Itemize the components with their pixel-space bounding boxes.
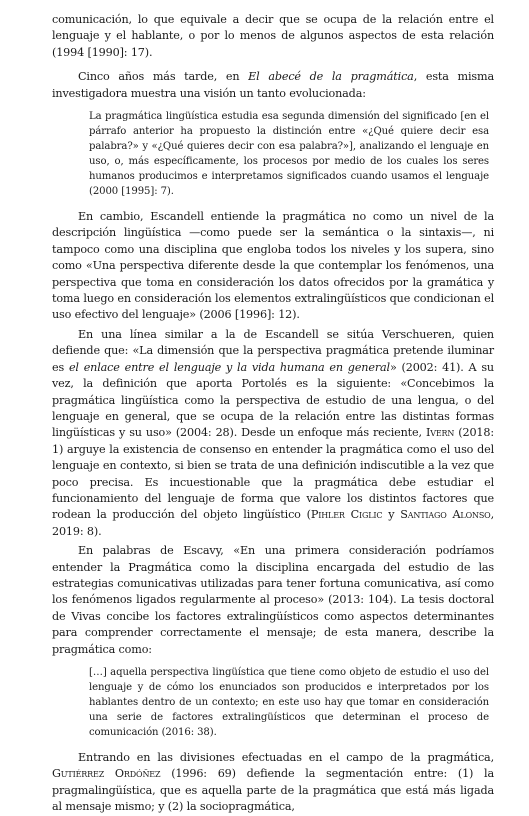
paragraph-text: En palabras de Escavy, «En una primera consideración podríamos entender la Pragmática como la disciplina encargada del estudio de las estrategias comunicativas utilizadas para tener fortuna comunicativa, así como los fenómenos ligados regularmente al proceso» (2013: 104). La tesis doctoral de Vivas concibe los factores extralingüísticos como aspectos determinantes para comprender correctamente el mensaje; de esta manera, describe la pragmática como: <box>52 544 494 656</box>
quote-italic: el enlace entre el lenguaje y la vida humana en general <box>68 360 390 374</box>
paragraph-text: En una línea similar a la de Escandell se sitúa Verschueren, quien defiende que: «La dimensión que la perspectiva pragmática pretende iluminar es <box>52 327 494 374</box>
paragraph-abece <box>0 69 529 102</box>
paragraph-text: comunicación, lo que equivale a decir que se ocupa de la relación entre el lenguaje y el hablante, o por lo menos de algunos aspectos de esta relación (1994 [1990]: 17). <box>52 13 494 59</box>
paragraph-text: (1996: 69) defiende la segmentación entre: (1) la pragmalingüística, que es aquella parte de la pragmática que está más ligada al mensaje mismo; y (2) la sociopragmática, <box>52 767 494 814</box>
quote-text: La pragmática lingüística estudia esa segunda dimensión del significado [en el párrafo anterior ha propuesto la distinción entre «¿Qué quiere decir esa palabra?» y «¿Qué quieres decir con esa palabra?»], analizando el lenguaje en uso, o, más específicamente, los procesos por medio de los cuales los seres humanos producimos e interpretamos significados cuando usamos el lenguaje (2000 [1995]: 7). <box>89 111 489 198</box>
block-quote-escandell <box>0 109 529 199</box>
paragraph-escandell <box>0 209 529 324</box>
paragraph-text: , 2019: 8). <box>52 508 495 538</box>
paragraph-verschueren <box>0 327 529 540</box>
paragraph-text: , esta misma investigadora muestra una visión un tanto evolucionada: <box>52 70 494 100</box>
paragraph-text: Cinco años más tarde, en <box>78 70 249 84</box>
book-title: El abecé de la pragmática <box>248 70 414 84</box>
paragraph-continuation <box>0 12 529 61</box>
paragraph-text: (2018: 1) arguye la existencia de consenso en entender la pragmática como el uso del lenguaje en contexto, si bien se trata de una definición indiscutible a la vez que poco precisa. Es incuestionable que la pragmática debe estudiar el funcionamiento del lenguaje de forma que valore los distintos factores que rodean la producción del objeto lingüístico ( <box>52 426 494 522</box>
quote-text: […] aquella perspectiva lingüística que tiene como objeto de estudio el uso del lenguaje y de cómo los enunciados son producidos e interpretados por los hablantes dentro de un contexto; en este uso hay que tomar en consideración una serie de factores extralingüísticos que determinan el proceso de comunicación (2016: 38). <box>89 667 489 738</box>
paragraph-escavy <box>0 543 529 658</box>
paragraph-text: Entrando en las divisiones efectuadas en el campo de la pragmática, <box>78 751 494 764</box>
author-name: Gutiérrez Ordóñez <box>52 767 161 781</box>
author-name: Ivern <box>425 426 455 440</box>
paragraph-text: » (2002: 41). A su vez, la definición que aporta Portolés es la siguiente: «Concebimos la pragmática lingüística como la perspectiva de estudio de una lengua, o del lenguaje en general, que se ocupa de la relación entre las distintas formas lingüísticas y su uso» (2004: 28). Desde un enfoque más reciente, <box>52 360 494 440</box>
author-name: Santiago Alonso <box>400 508 491 522</box>
paragraph-text: y <box>382 508 401 522</box>
block-quote-vivas <box>0 665 529 740</box>
paragraph-text: En cambio, Escandell entiende la pragmática no como un nivel de la descripción lingüística —como puede ser la semántica o la sintaxis—, ni tampoco como una disciplina que engloba todos los niveles y los supera, sino como «Una perspectiva diferente desde la que contemplar los fenómenos, una perspectiva que toma en consideración los datos ofrecidos por la gramática y toma luego en consideración los elementos extralingüísticos que condicionan el uso efectivo del lenguaje» (2006 [1996]: 12). <box>52 210 494 322</box>
author-name: Pihler Ciglic <box>310 508 383 522</box>
paragraph-divisions <box>0 750 529 816</box>
